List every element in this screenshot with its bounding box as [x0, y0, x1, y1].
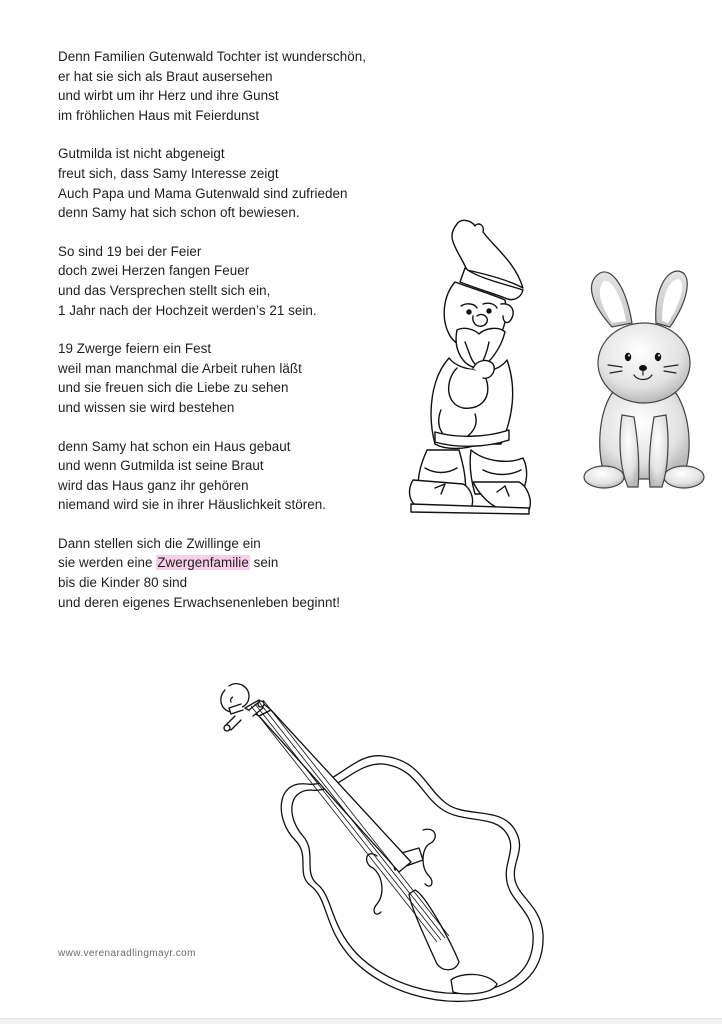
- poem-line: Denn Familien Gutenwald Tochter ist wunderschön,: [58, 49, 367, 64]
- poem-line: Dann stellen sich die Zwillinge ein: [58, 535, 261, 551]
- stanza-3: [58, 242, 438, 320]
- poem-line: bis die Kinder 80 sind: [58, 575, 188, 591]
- poem-line: und wirbt um ihr Herz und ihre Gunst: [58, 88, 279, 104]
- poem-text: [58, 47, 438, 631]
- poem-line: und deren eigenes Erwachsenenleben beginnt!: [58, 594, 341, 610]
- gnome-illustration: [405, 218, 535, 518]
- poem-line: denn Samy hat sich schon oft bewiesen.: [58, 205, 300, 221]
- poem-line: 1 Jahr nach der Hochzeit werden’s 21 sein.: [58, 302, 317, 318]
- stanza-2: [58, 144, 438, 222]
- line-end: sein: [249, 555, 279, 571]
- poem-line: und wenn Gutmilda ist seine Braut: [58, 458, 264, 474]
- stanza-1: [58, 47, 438, 125]
- poem-line-highlighted: [58, 553, 438, 573]
- poem-line: denn Samy hat schon ein Haus gebaut: [58, 438, 291, 454]
- poem-line: er hat sie sich als Braut ausersehen: [58, 68, 273, 84]
- poem-line: weil man manchmal die Arbeit ruhen läßt: [58, 360, 302, 376]
- poem-line: Gutmilda ist nicht abgeneigt: [58, 146, 225, 162]
- bunny-illustration: [582, 265, 707, 497]
- poem-line: wird das Haus ganz ihr gehören: [58, 477, 249, 493]
- poem-line: und sie freuen sich die Liebe zu sehen: [58, 380, 289, 396]
- poem-line: freut sich, dass Samy Interesse zeigt: [58, 165, 279, 181]
- poem-line: niemand wird sie in ihrer Häuslichkeit stören.: [58, 497, 326, 513]
- stanza-4: [58, 339, 438, 417]
- poem-line: Auch Papa und Mama Gutenwald sind zufrieden: [58, 185, 348, 201]
- stanza-5: [58, 437, 438, 515]
- footer-url: www.verenaradlingmayr.com: [58, 948, 196, 959]
- line-start: sie werden eine: [58, 555, 157, 571]
- page-bottom-edge: [0, 1018, 722, 1024]
- stanza-6: [58, 534, 438, 612]
- violin-illustration: [215, 680, 555, 1020]
- poem-line: So sind 19 bei der Feier: [58, 243, 202, 259]
- highlighted-word: Zwergenfamilie: [157, 555, 249, 571]
- poem-line: und wissen sie wird bestehen: [58, 399, 235, 415]
- poem-line: und das Versprechen stellt sich ein,: [58, 282, 271, 298]
- poem-line: doch zwei Herzen fangen Feuer: [58, 263, 250, 279]
- poem-line: 19 Zwerge feiern ein Fest: [58, 341, 212, 357]
- poem-line: im fröhlichen Haus mit Feierdunst: [58, 107, 260, 123]
